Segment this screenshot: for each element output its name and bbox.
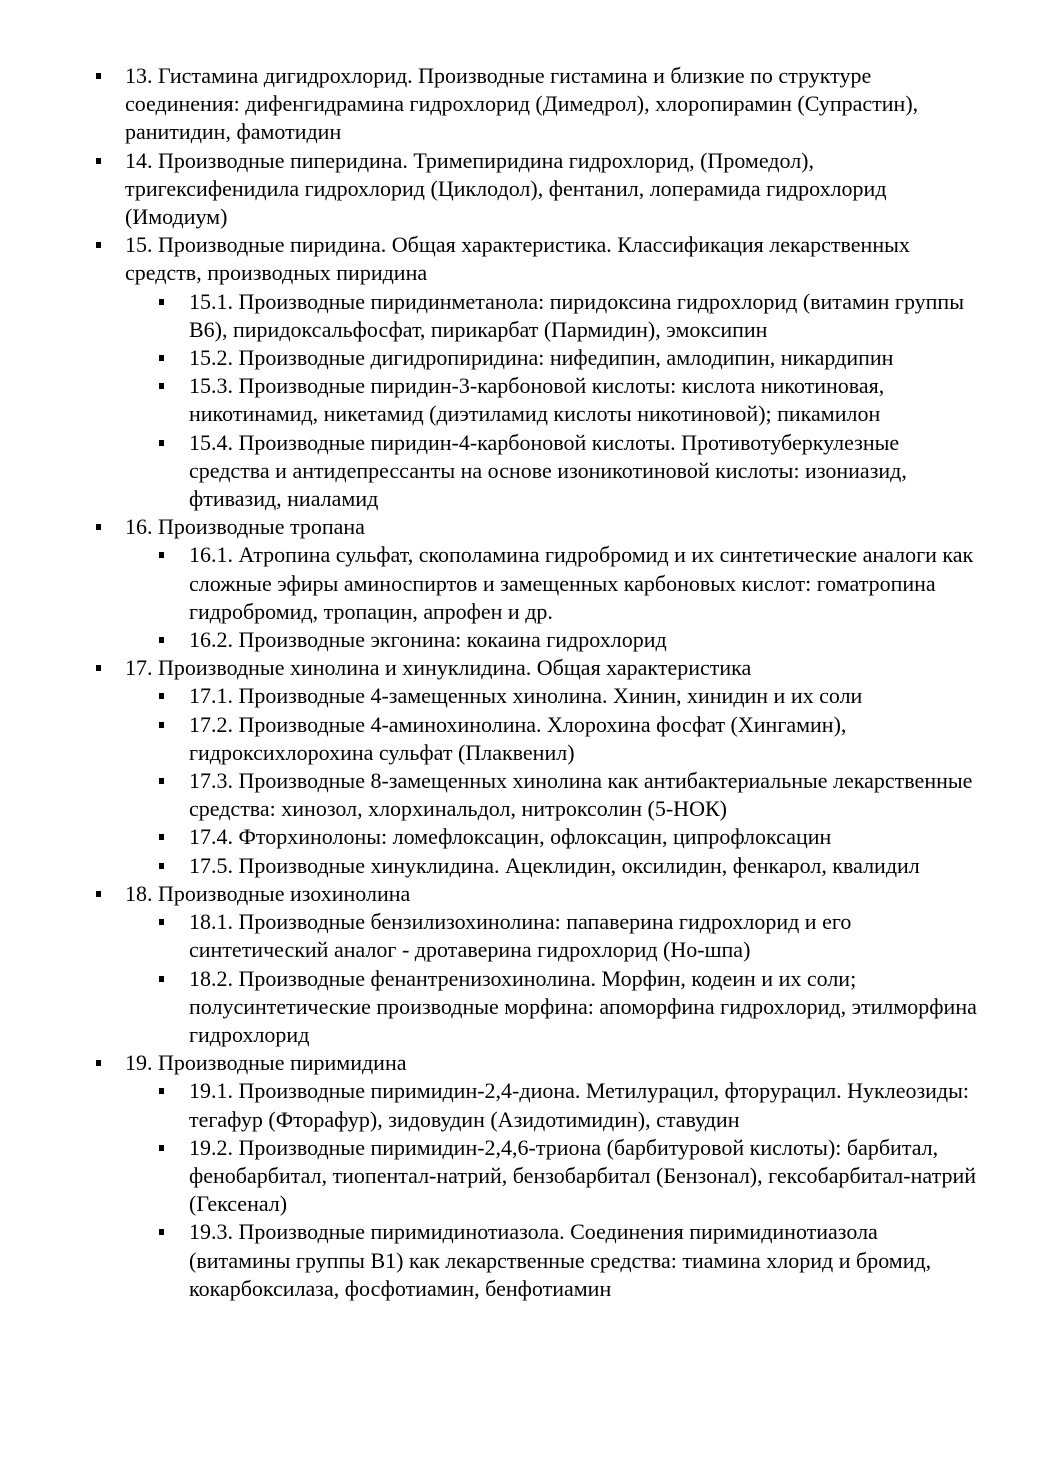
square-bullet-icon <box>159 383 164 389</box>
square-bullet-icon <box>159 355 164 361</box>
square-bullet-icon <box>159 778 164 784</box>
document-page <box>0 62 1039 1303</box>
square-bullet-icon <box>159 552 164 558</box>
list-item-text: 17. Производные хинолина и хинуклидина. Общая характеристика <box>125 655 752 681</box>
square-bullet-icon <box>96 665 101 671</box>
list-item-text: 16.2. Производные экгонина: кокаина гидрохлорид <box>189 627 667 653</box>
list-item-text: 18.1. Производные бензилизохинолина: папаверина гидрохлорид и его синтетический аналог - дротаверина гидрохлорид (Но-шпа) <box>189 909 852 963</box>
list-item-text: 16.1. Атропина сульфат, скополамина гидробромид и их синтетические аналоги как сложные эфиры аминоспиртов и замещенных карбоновых кислот: гоматропина гидробромид, тропацин, апрофен и др. <box>189 542 974 624</box>
list-item-text: 16. Производные тропана <box>125 514 365 540</box>
sub-list-item <box>0 823 984 851</box>
square-bullet-icon <box>96 242 101 248</box>
sub-list-item <box>0 626 984 654</box>
square-bullet-icon <box>159 1088 164 1094</box>
list-item-text: 15.4. Производные пиридин-4-карбоновой кислоты. Противотуберкулезные средства и антидепрессанты на основе изоникотиновой кислоты: изониазид, фтивазид, ниаламид <box>189 429 907 512</box>
list-item-text: 19.1. Производные пиримидин-2,4-диона. Метилурацил, фторурацил. Нуклеозиды: тегафур (Фторафур), зидовудин (Азидотимидин), ставудин <box>189 1078 970 1132</box>
square-bullet-icon <box>96 524 101 530</box>
square-bullet-icon <box>96 1060 101 1066</box>
square-bullet-icon <box>159 976 164 982</box>
sub-list-item <box>0 908 984 964</box>
list-item <box>0 880 970 908</box>
square-bullet-icon <box>159 919 164 925</box>
sub-list-item <box>0 429 984 514</box>
sub-list-item <box>0 344 984 372</box>
square-bullet-icon <box>159 637 164 643</box>
sub-list-item <box>0 1077 984 1133</box>
sub-list-item <box>0 767 984 823</box>
list-item <box>0 147 970 232</box>
sub-list-item <box>0 852 984 880</box>
square-bullet-icon <box>159 834 164 840</box>
list-item-text: 17.4. Фторхинолоны: ломефлоксацин, офлоксацин, ципрофлоксацин <box>189 824 832 850</box>
sub-list-item <box>0 288 984 344</box>
list-item <box>0 231 970 287</box>
square-bullet-icon <box>159 863 164 869</box>
sub-list-item <box>0 372 984 428</box>
list-item <box>0 62 970 147</box>
sub-list-item <box>0 1218 984 1303</box>
outline-list <box>0 62 1039 1303</box>
sub-list-item <box>0 1134 984 1219</box>
list-item-text: 15.3. Производные пиридин-3-карбоновой кислоты: кислота никотиновая, никотинамид, никетамид (диэтиламид кислоты никотиновой); пикамилон <box>189 373 885 427</box>
square-bullet-icon <box>159 722 164 728</box>
list-item-text: 17.3. Производные 8-замещенных хинолина как антибактериальные лекарственные средства: хинозол, хлорхинальдол, нитроксолин (5-НОК) <box>189 768 973 822</box>
list-item <box>0 513 970 541</box>
list-item-text: 15.2. Производные дигидропиридина: нифедипин, амлодипин, никардипин <box>189 345 894 371</box>
square-bullet-icon <box>159 299 164 305</box>
sub-list-item <box>0 711 984 767</box>
sub-list-item <box>0 682 984 710</box>
list-item-text: 17.1. Производные 4-замещенных хинолина. Хинин, хинидин и их соли <box>189 683 863 709</box>
list-item <box>0 654 970 682</box>
list-item <box>0 1049 970 1077</box>
list-item-text: 17.5. Производные хинуклидина. Ацеклидин, оксилидин, фенкарол, квалидил <box>189 852 920 878</box>
sub-list-item <box>0 965 984 1050</box>
square-bullet-icon <box>96 73 101 79</box>
list-item-text: 15. Производные пиридина. Общая характеристика. Классификация лекарственных средств, производных пиридина <box>125 232 910 286</box>
list-item-text: 19.2. Производные пиримидин-2,4,6-триона (барбитуровой кислоты): барбитал, фенобарбитал, тиопентал-натрий, бензобарбитал (Бензонал), гексобарбитал-натрий (Гексенал) <box>189 1134 976 1217</box>
list-item-text: 18.2. Производные фенантренизохинолина. Морфин, кодеин и их соли; полусинтетические производные морфина: апоморфина гидрохлорид, этилморфина гидрохлорид <box>189 965 977 1047</box>
square-bullet-icon <box>159 693 164 699</box>
list-item-text: 14. Производные пиперидина. Тримепиридина гидрохлорид, (Промедол), тригексифенидила гидрохлорид (Циклодол), фентанил, лоперамида гидрохлорид (Имодиум) <box>125 147 887 230</box>
square-bullet-icon <box>159 1145 164 1151</box>
list-item-text: 13. Гистамина дигидрохлорид. Производные гистамина и близкие по структуре соединения: дифенгидрамина гидрохлорид (Димедрол), хлоропирамин (Супрастин), ранитидин, фамотидин <box>125 63 919 145</box>
square-bullet-icon <box>96 891 101 897</box>
list-item-text: 15.1. Производные пиридинметанола: пиридоксина гидрохлорид (витамин группы В6), пиридоксальфосфат, пирикарбат (Пармидин), эмоксипин <box>189 288 964 342</box>
list-item-text: 19.3. Производные пиримидинотиазола. Соединения пиримидинотиазола (витамины группы В1) как лекарственные средства: тиамина хлорид и бромид, кокарбоксилаза, фосфотиамин, бенфотиамин <box>189 1219 932 1301</box>
list-item-text: 17.2. Производные 4-аминохинолина. Хлорохина фосфат (Хингамин), гидроксихлорохина сульфат (Плаквенил) <box>189 711 847 765</box>
square-bullet-icon <box>159 1229 164 1235</box>
sub-list-item <box>0 541 984 626</box>
list-item-text: 19. Производные пиримидина <box>125 1050 407 1076</box>
square-bullet-icon <box>159 440 164 446</box>
square-bullet-icon <box>96 158 101 164</box>
list-item-text: 18. Производные изохинолина <box>125 880 411 906</box>
